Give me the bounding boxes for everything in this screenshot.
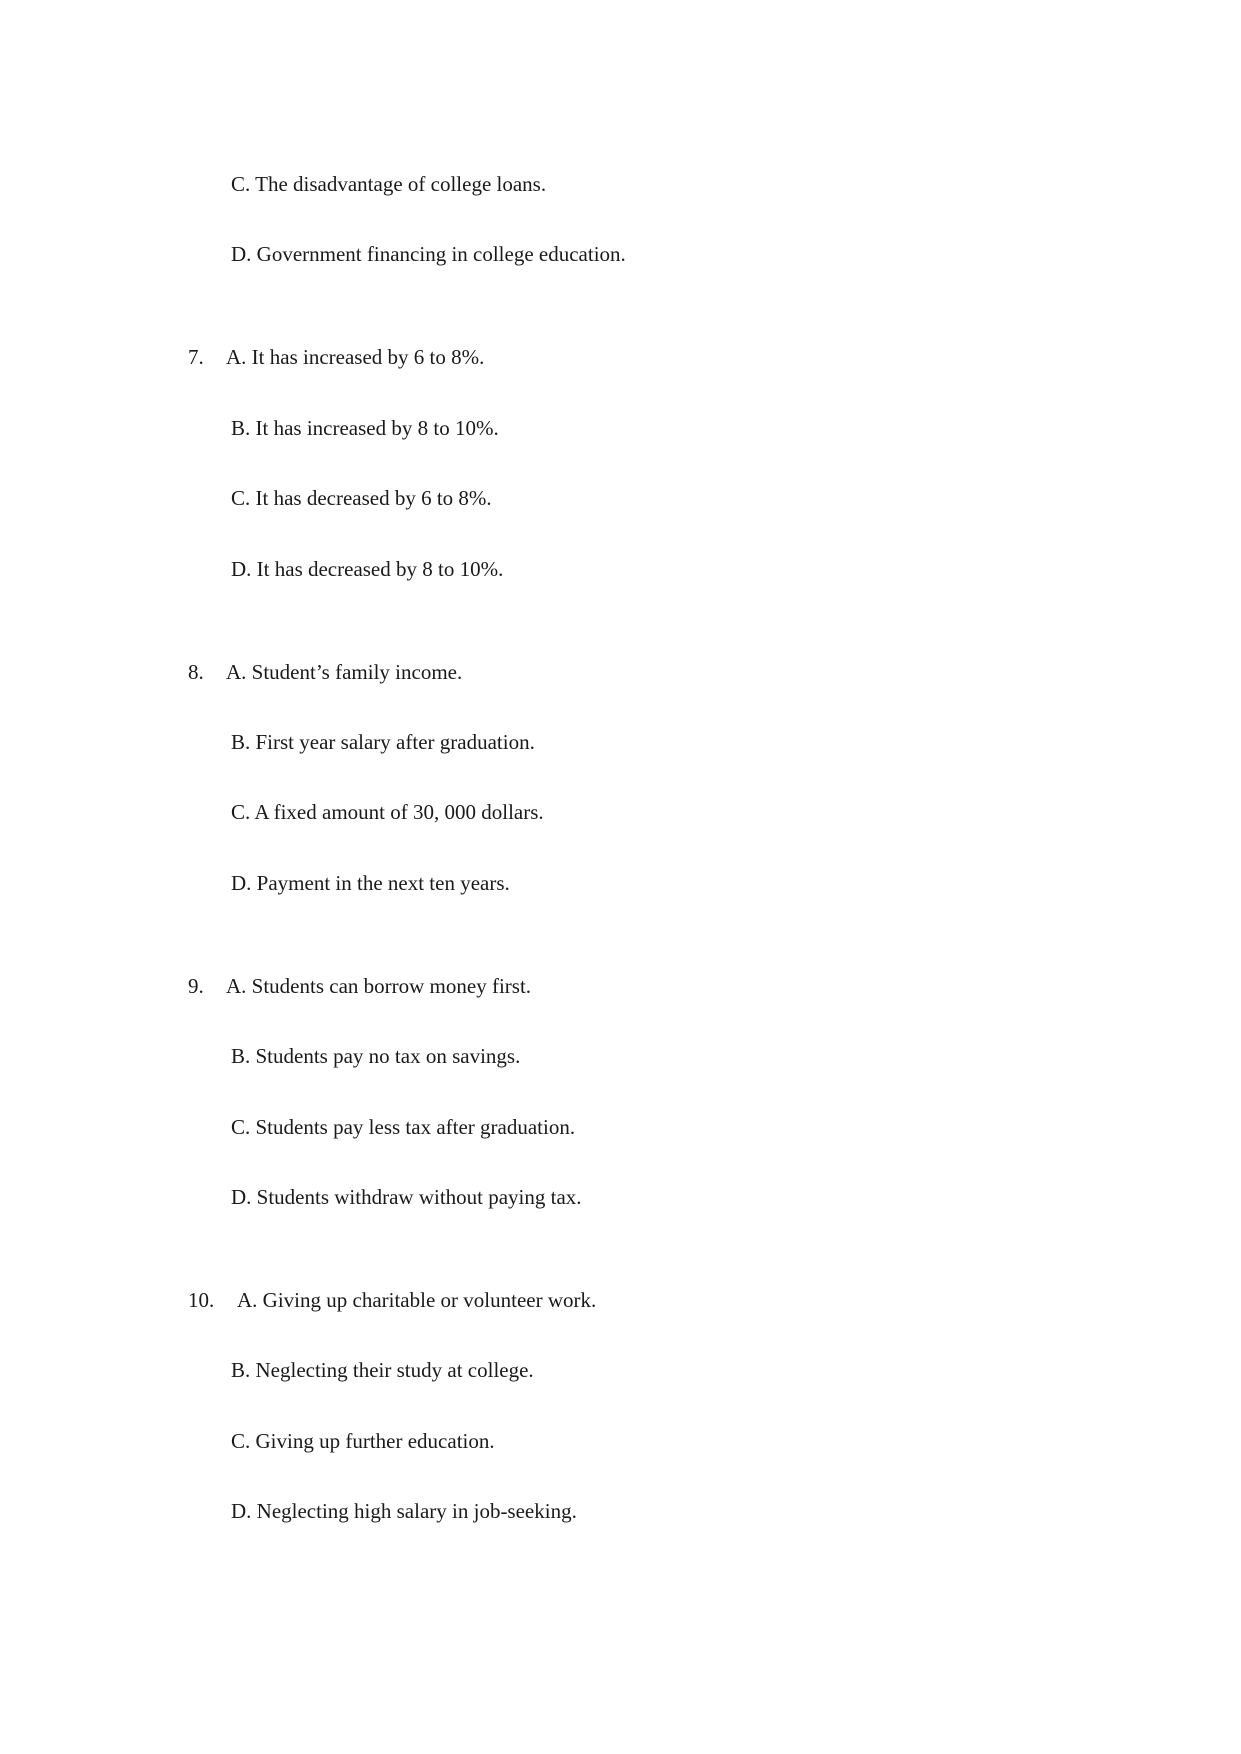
option-a: A. It has increased by 6 to 8%. [226,345,485,369]
option-d: D. Neglecting high salary in job-seeking. [231,1499,577,1523]
option-b: B. Students pay no tax on savings. [231,1044,521,1068]
option-a: A. Giving up charitable or volunteer work. [237,1288,597,1312]
question-number: 9. [188,974,204,998]
question-number: 7. [188,345,204,369]
option-d: D. It has decreased by 8 to 10%. [231,557,504,581]
option-c: C. Giving up further education. [231,1429,495,1453]
option-b: B. First year salary after graduation. [231,730,535,754]
option-b: B. Neglecting their study at college. [231,1358,534,1382]
option-d: D. Payment in the next ten years. [231,871,510,895]
question-number: 10. [188,1288,215,1312]
option-d-prev: D. Government financing in college education. [231,242,626,266]
option-c: C. Students pay less tax after graduation. [231,1115,576,1139]
question-number: 8. [188,660,204,684]
option-c-prev: C. The disadvantage of college loans. [231,172,547,196]
option-b: B. It has increased by 8 to 10%. [231,416,499,440]
option-a: A. Students can borrow money first. [226,974,532,998]
option-d: D. Students withdraw without paying tax. [231,1185,582,1209]
option-a: A. Student’s family income. [226,660,463,684]
option-c: C. It has decreased by 6 to 8%. [231,486,492,510]
option-c: C. A fixed amount of 30, 000 dollars. [231,800,544,824]
